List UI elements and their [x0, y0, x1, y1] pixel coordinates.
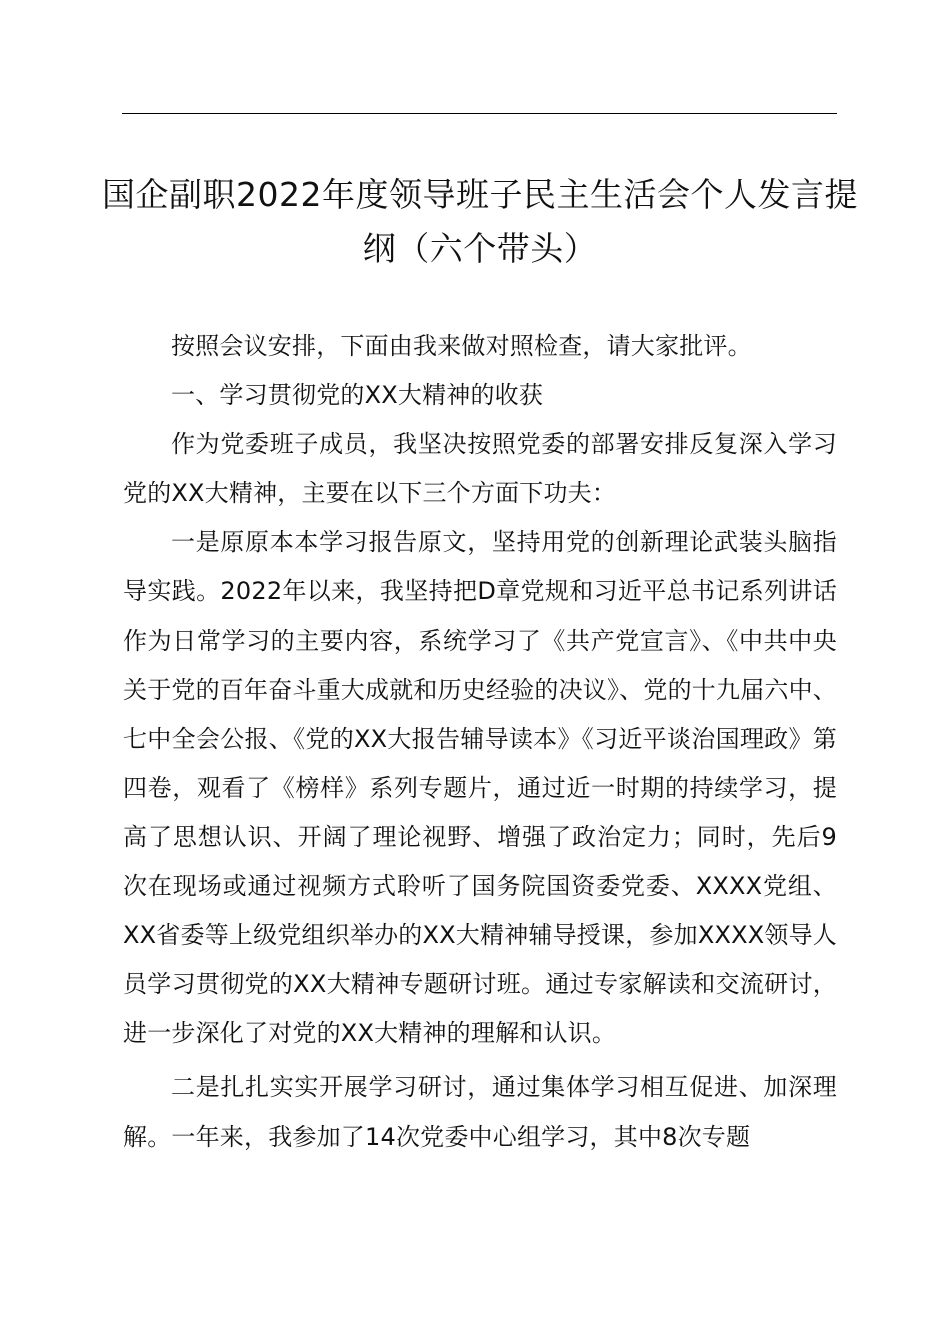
- paragraph-point-1: 一是原原本本学习报告原文，坚持用党的创新理论武装头脑指导实践。2022年以来，我坚持把D章党规和习近平总书记系列讲话作为日常学习的主要内容，系统学习了《共产党宣言》、《中共中央关于党的百年奋斗重大成就和历史经验的决议》、党的十九届六中、七中全会公报、《党的XX大报告辅导读本》《习近平谈治国理政》第四卷，观看了《榜样》系列专题片，通过近一时期的持续学习，提高了思想认识、开阔了理论视野、增强了政治定力；同时，先后9次在现场或通过视频方式聆听了国务院国资委党委、XXXX党组、XX省委等上级党组织举办的XX大精神辅导授课，参加XXXX领导人员学习贯彻党的XX大精神专题研讨班。通过专家解读和交流研讨，进一步深化了对党的XX大精神的理解和认识。: [123, 528, 837, 1048]
- document-title: 国企副职2022年度领导班子民主生活会个人发言提纲（六个带头）: [102, 175, 858, 268]
- paragraph-intro: 按照会议安排，下面由我来做对照检查，请大家批评。: [171, 332, 752, 360]
- paragraph-overview: 作为党委班子成员，我坚决按照党委的部署安排反复深入学习党的XX大精神，主要在以下三个方面下功夫：: [123, 430, 837, 508]
- section-heading-1: 一、学习贯彻党的XX大精神的收获: [171, 381, 544, 410]
- paragraph-point-2: 二是扎扎实实开展学习研讨，通过集体学习相互促进、加深理解。一年来，我参加了14次党委中心组学习，其中8次专题: [123, 1073, 837, 1151]
- header-rule: [122, 113, 837, 114]
- document-body: [123, 322, 837, 1162]
